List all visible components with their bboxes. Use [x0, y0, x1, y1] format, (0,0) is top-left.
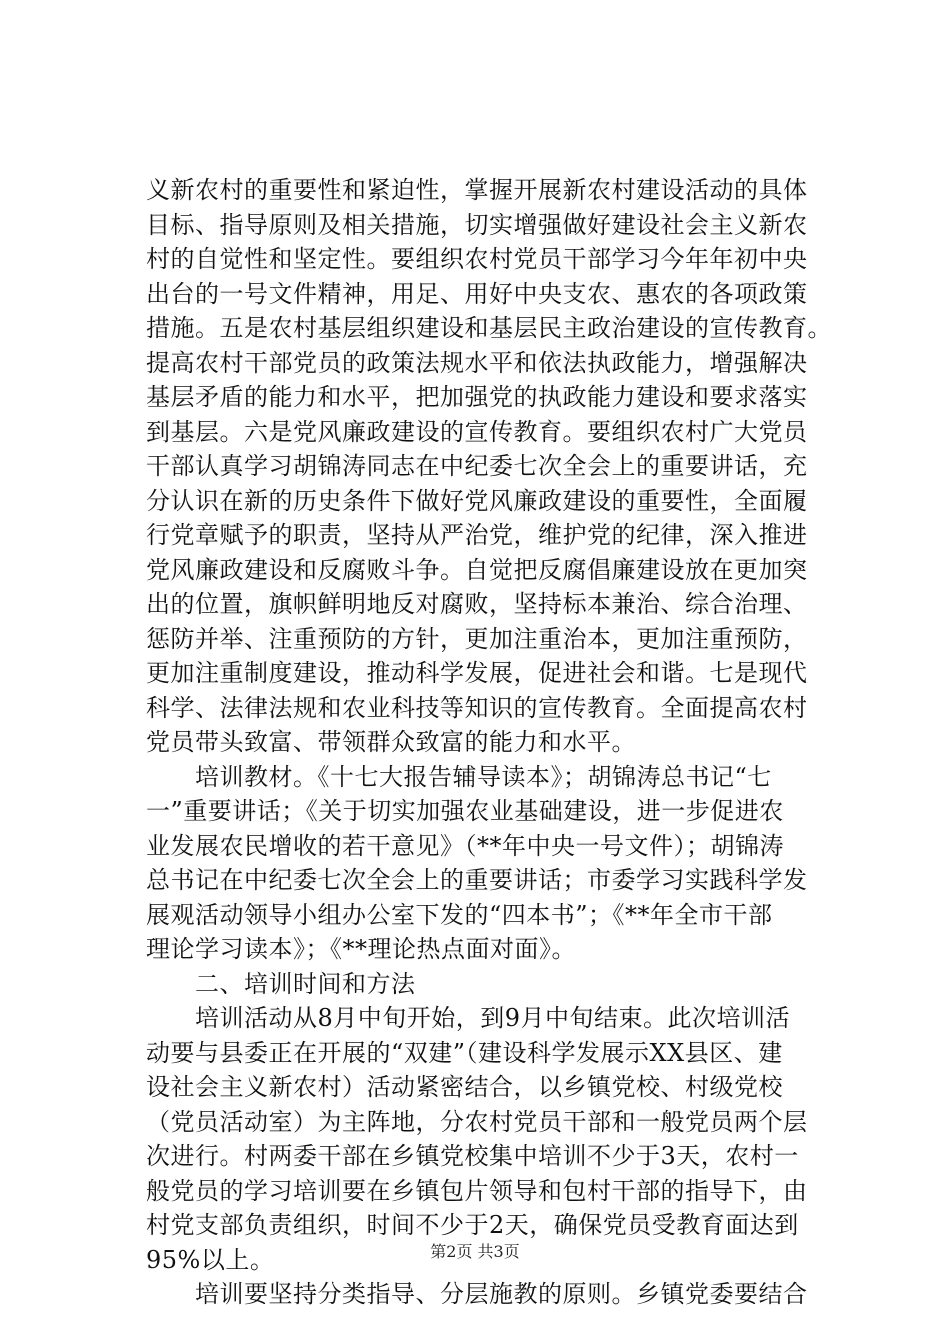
text-line: 总书记在中纪委七次全会上的重要讲话；市委学习实践科学发: [146, 866, 808, 894]
text-line: 更加注重制度建设，推动科学发展，促进社会和谐。七是现代: [146, 659, 808, 687]
text-line: 提高农村干部党员的政策法规水平和依法执政能力，增强解决: [146, 348, 808, 377]
text-line: 惩防并举、注重预防的方针，更加注重治本，更加注重预防，: [146, 624, 808, 653]
text-line: 二、培训时间和方法: [146, 969, 416, 998]
text-line: 干部认真学习胡锦涛同志在中纪委七次全会上的重要讲话，充: [146, 452, 808, 480]
text-line: 基层矛盾的能力和水平，把加强党的执政能力建设和要求落实: [146, 383, 808, 411]
text-line: 科学、法律法规和农业科技等知识的宣传教育。全面提高农村: [146, 693, 808, 722]
text-line: 一”重要讲话；《关于切实加强农业基础建设，进一步促进农: [146, 797, 784, 825]
text-line: 到基层。六是党风廉政建设的宣传教育。要组织农村广大党员: [146, 417, 808, 446]
text-line: （党员活动室）为主阵地，分农村党员干部和一般党员两个层: [146, 1107, 808, 1136]
text-line: 党员带头致富、带领群众致富的能力和水平。: [146, 728, 636, 756]
text-line: 党风廉政建设和反腐败斗争。自觉把反腐倡廉建设放在更加突: [146, 555, 808, 584]
text-line: 业发展农民增收的若干意见》（**年中央一号文件）；胡锦涛: [146, 831, 784, 860]
text-line: 行党章赋予的职责，坚持从严治党，维护党的纪律，深入推进: [146, 521, 808, 549]
text-line: 目标、指导原则及相关措施，切实增强做好建设社会主义新农: [146, 210, 808, 239]
text-line: 村的自觉性和坚定性。要组织农村党员干部学习今年年初中央: [146, 245, 808, 273]
text-line: 般党员的学习培训要在乡镇包片领导和包村干部的指导下，由: [146, 1176, 808, 1205]
text-line: 展观活动领导小组办公室下发的“四本书”；《**年全市干部: [146, 900, 773, 929]
document-body: [146, 173, 846, 1312]
text-line: 措施。五是农村基层组织建设和基层民主政治建设的宣传教育。: [146, 314, 832, 342]
text-line: 出的位置，旗帜鲜明地反对腐败，坚持标本兼治、综合治理、: [146, 590, 808, 618]
text-line: 培训教材。《十七大报告辅导读本》；胡锦涛总书记“七: [146, 762, 772, 791]
text-line: 设社会主义新农村）活动紧密结合，以乡镇党校、村级党校: [146, 1073, 783, 1101]
page-footer: 第2页 共3页: [430, 1242, 520, 1261]
text-line: 义新农村的重要性和紧迫性，掌握开展新农村建设活动的具体: [146, 176, 808, 204]
text-line: 培训要坚持分类指导、分层施教的原则。乡镇党委要结合: [146, 1280, 808, 1308]
text-line: 村党支部负责组织，时间不少于2天，确保党员受教育面达到: [146, 1211, 799, 1239]
text-line: 次进行。村两委干部在乡镇党校集中培训不少于3天，农村一: [146, 1142, 799, 1170]
text-line: 出台的一号文件精神，用足、用好中央支农、惠农的各项政策: [146, 279, 808, 308]
text-line: 95%以上。: [146, 1245, 275, 1274]
text-line: 动要与县委正在开展的“双建”（建设科学发展示XX县区、建: [146, 1038, 783, 1067]
text-line: 培训活动从8月中旬开始，到9月中旬结束。此次培训活: [146, 1004, 791, 1032]
text-line: 理论学习读本》；《**理论热点面对面》。: [146, 935, 576, 963]
text-line: 分认识在新的历史条件下做好党风廉政建设的重要性，全面履: [146, 486, 808, 515]
